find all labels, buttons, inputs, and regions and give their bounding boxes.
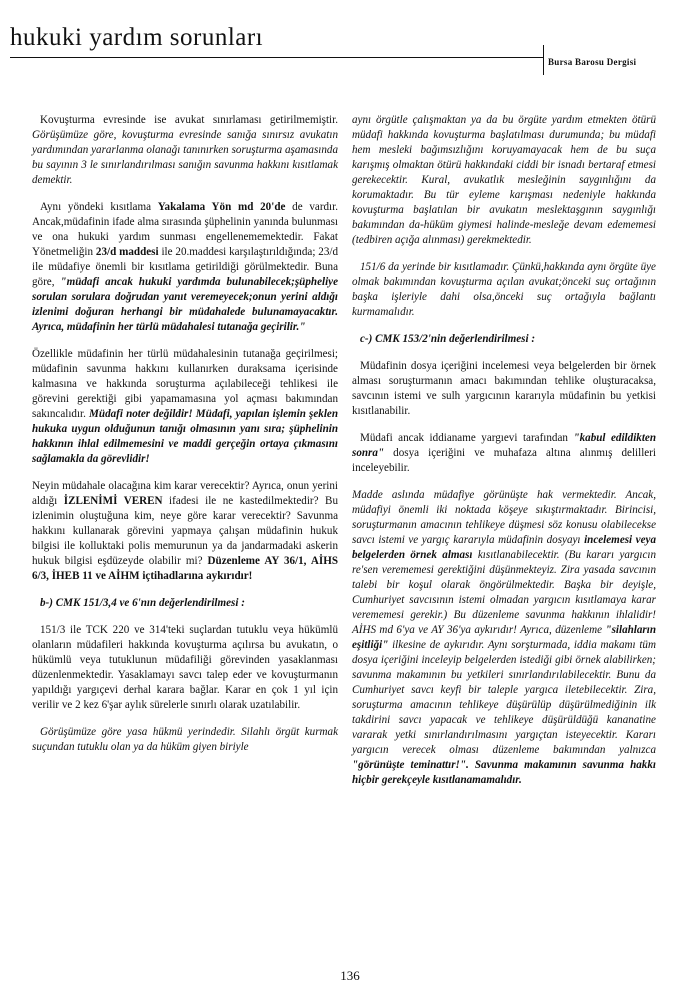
bold-italic-text: Müdafi noter değildir! Müdafi, yapılan işlemin şeklen hukuka uygun olduğunun tanığı olmasının yanı sıra; şüphelinin hakkının ihlal edilmemesini ve maddi gerçeğin ortaya çıkmasını sağlamakla da görevlidir! (32, 408, 339, 465)
right-column (352, 113, 656, 800)
paragraph: 151/3 ile TCK 220 ve 314'teki suçlardan tutuklu veya hükümlü olanların müdafileri hakkında kovuşturma açılırsa bu avukatın, o hükümlü veya tutuklunun müdafiliği görevinden yasaklanması düzenlenmektedir. Yasaklamayı savcı talep eder ve kovuşturmanın yapıldığı yargıçevi derhal karara bağlar. Karar en çok 1 yıl için verilir ve 2 kez 6'şar aylık sürelerle sınırlı olarak uzatılabilir. (32, 624, 338, 711)
header-rule (10, 57, 543, 58)
text: Madde aslında müdafiye görünüşte hak vermektedir. Ancak, müdafiyi önemli iki noktada köşeye sıkıştırmaktadır. Birincisi, soruşturmanın amacının tehlikeye düşmesi söz konusu olabilecekse savcı istemi ve yargıç kararıyla müdafinin dosyayı (352, 489, 656, 546)
paragraph (352, 488, 656, 788)
text: Kovuşturma evresinde ise avukat sınırlaması getirilmemiştir. (40, 114, 338, 126)
bold-text: 23/d maddesi (95, 246, 159, 258)
section-heading: c-) CMK 153/2'nin değerlendirilmesi : (360, 333, 536, 345)
journal-name: Bursa Barosu Dergisi (548, 57, 637, 67)
text: ile 20.maddesi karşılaştırıldığında; 23/d ile müdafiye önemli bir kısıtlama getirildiği görülmektedir. Buna göre, (32, 246, 339, 288)
text: kısıtlanabilecektir. (Bu kararı yargıcın re'sen verememesi gerektiğini düşünmekteyiz. Zira yasada savcının talebi bir koşul olarak öngörülmektedir. Başka bir deyişle, Cumhuriyet savcısının istemi olmadan yargıcın kısıtlamaya karar verememesi gerekir.) Bu düzenleme savunma hakkının ihlalidir! AİHS md 6'ya ve AY 36'ya aykırıdır! Ayrıca, düzenleme (352, 549, 656, 636)
text: ifadesi ile ne kastedilmektedir? Bu izlenimin oluştuğuna kim, neye göre karar verecektir? Savunma hakkını kullanarak görevini yapmaya çalışan müdafinin hukuk bilgisi ile kolluktaki polis memurunun ya da jandarmadaki askerin hukuk bilgisi eşdüzeyde olabilir mi? (32, 495, 338, 567)
bold-text: Savunma makamının savunma hakkı hiçbir gerekçeyle kısıtlanamamalıdır. (352, 759, 656, 786)
section-heading: b-) CMK 151/3,4 ve 6'nın değerlendirilmesi : (40, 597, 245, 609)
header-divider (543, 45, 544, 75)
italic-text: Görüşümüze göre, kovuşturma evresinde sanığa sınırsız avukatın yardımından yararlanma olanağı tanınırken soruşturma aşamasında bu sayının 3 le sınırlandırılması sanığın savunma hakkını kısıtlamak demektir. (32, 129, 338, 186)
bold-italic-text: "müdafi ancak hukuki yardımda bulunabilecek;şüpheliye sorulan sorulara doğrudan yanıt veremeyecek;onun yerini aldığı izlenimi doğuran herhangi bir müdahalede bulunamayacaktır. Ayrıca, müdafinin her türlü müdahalesi tutanağa geçirilir." (32, 276, 338, 333)
paragraph (352, 431, 656, 476)
paragraph: Görüşümüze göre yasa hükmü yerindedir. Silahlı örgüt kurmak suçundan tutuklu olan ya da hüküm giyen biriyle (32, 726, 338, 753)
bold-italic-text: "kabul edildikten sonra" (352, 432, 656, 459)
bold-text: İZLENİMİ VEREN (63, 495, 163, 507)
paragraph (32, 479, 338, 584)
paragraph: aynı örgütle çalışmaktan ya da bu örgüte yardım etmekten ötürü müdafi hakkında kovuşturma başlatılması durumunda; bu müdafi hem mesleki bağımsızlığını koruyamayacak hem de bu suça karışmış olmaktan ötürü hakkındaki ciddi bir isnadı bertaraf etmesi gerekecektir. Kural, avukatlık mesleğinin saygınlığını da korumaktadır. Bu tür eyleme karışması nedeniyle hakkında kovuşturma başlatılan bir avukatın meslektaşgının saygınlığı bakımından da-hüküm giymesi halinde-mesleğe devam edememesi (tedbiren açığa alınması) gerekmektedir. (352, 114, 656, 246)
paragraph (32, 113, 338, 188)
paragraph (32, 200, 338, 335)
page-number: 136 (340, 968, 360, 983)
text: ilkesine de aykırıdır. Aynı sorşturmada, iddia makamı tüm dosya içeriğini inceleyip belgelerden istediği gibi örnek alabilirken; savunma makamının bu yetkileri sınırlandırılabilecektir. Bunu da Cumhuriyet savcı keyfi bir taleple yargıca iletebilecektir. Zira, soruşturma amacının tehlikeye düşürülüp düşürülmediğinin ilk takdirini savcı yapacak ve tehlikeye düşürüldüğü kananatine vararak yetki sınırlandırılmasını yargıçtan isteyecektir. Kararı yargıcın verecek olması düzenleme bakımından yalnızca (352, 639, 656, 756)
text: dosya içeriğini ve muhafaza altına alınmış delilleri inceleyebilir. (352, 447, 656, 474)
left-column (32, 113, 338, 767)
bold-text: Yakalama Yön md 20'de (157, 201, 286, 213)
bold-text: "görünüşte teminattır!". (352, 759, 469, 771)
text: Özellikle müdafinin her türlü müdahalesinin tutanağa geçirilmesi; müdafinin savunma hakkını kullanırken duraksama içerisinde kalmasına ve hakkında soruşturma açılabileceği tehlikesi ile görevini gerektiği gibi yapamamasına yol açması bakımından sakıncalıdır. (32, 348, 338, 420)
paragraph: Müdafinin dosya içeriğini incelemesi veya belgelerden bir örnek alması soruşturmanın amacı bakımından tehlike oluşturacaksa, savcının istemi ve sulh yargıcının kararıyla müdafinin bu yetkisi kısıtlanabilir. (352, 360, 656, 417)
bold-text: Düzenleme AY 36/1, AİHS 6/3, İHEB 11 ve AİHM içtihadlarına aykırıdır! (32, 555, 338, 582)
paragraph: 151/6 da yerinde bir kısıtlamadır. Çünkü,hakkında aynı örgüte üye olmak bakımından kovuşturma açılan avukat;önceki suç ortağının başka işleriyle dahi olsa,önceki suç ortağıyla bağlantı kurmamalıdır. (352, 261, 656, 318)
bold-text: "silahların eşitliği" (352, 624, 656, 651)
text: de vardır. Ancak,müdafinin ifade alma sırasında şüphelinin yanında bulunması ve ona hukuki yardım sunması engellenememektedir. Fakat Yönetmeliğin (32, 201, 338, 258)
text: Müdafi ancak iddianame yargıevi tarafından (360, 432, 574, 444)
bold-text: incelemesi veya belgelerden örnek alması (352, 534, 657, 561)
text: Neyin müdahale olacağına kim karar verecektir? Ayrıca, onun yerini aldığı (32, 480, 338, 507)
paragraph (32, 347, 338, 467)
page-title: hukuki yardım sorunları (10, 24, 264, 51)
text: Aynı yöndeki kısıtlama (40, 201, 158, 213)
